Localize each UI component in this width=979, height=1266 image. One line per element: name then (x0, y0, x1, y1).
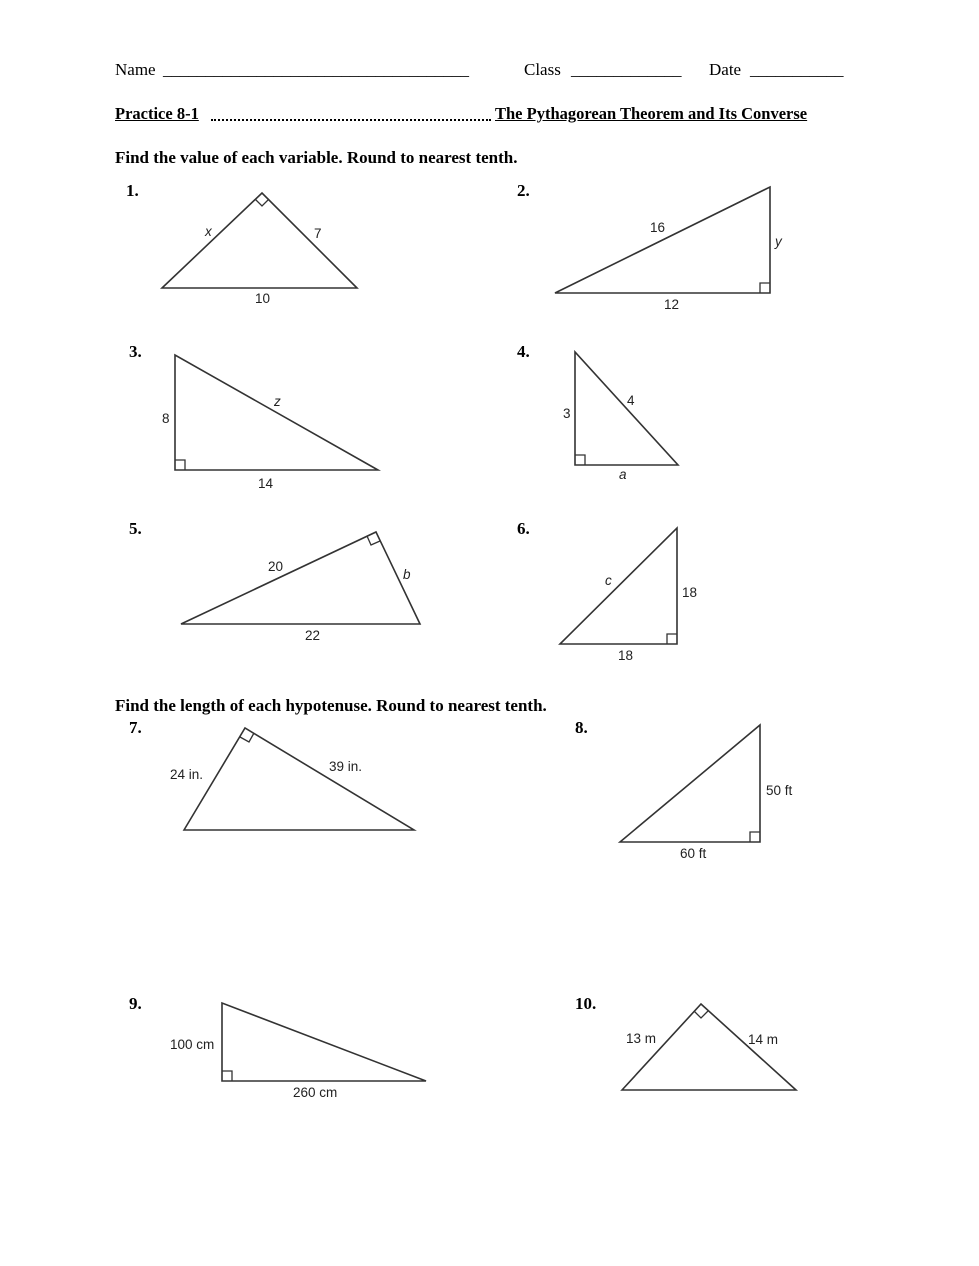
problem-8-number: 8. (575, 718, 588, 737)
triangle-10 (622, 1004, 796, 1090)
instructions-part1: Find the value of each variable. Round to nearest tenth. (115, 148, 518, 167)
triangle-2 (555, 187, 783, 312)
problem-3-hyp-z: z (274, 394, 281, 409)
triangle-8 (620, 725, 793, 861)
problem-7-leg-24in: 24 in. (170, 767, 204, 782)
problem-9-leg-260cm: 260 cm (293, 1085, 338, 1100)
problem-5-number: 5. (129, 519, 142, 538)
problem-4-hyp-4: 4 (627, 393, 635, 408)
problem-1-hyp-10: 10 (255, 291, 271, 306)
problem-6-number: 6. (517, 519, 530, 538)
problem-10-leg-14m: 14 m (748, 1032, 779, 1047)
problem-5-leg-20: 20 (268, 559, 284, 574)
class-blank[interactable]: _____________ (571, 60, 682, 79)
topic-title: The Pythagorean Theorem and Its Converse (495, 104, 808, 123)
class-label: Class (524, 60, 561, 79)
problem-1-number: 1. (126, 181, 139, 200)
problem-6-leg-18-horizontal: 18 (618, 648, 634, 663)
problem-4-leg-3: 3 (563, 406, 571, 421)
triangle-3 (162, 355, 378, 491)
triangle-9 (170, 1003, 426, 1100)
problem-5-leg-b: b (403, 567, 411, 582)
instructions-part2: Find the length of each hypotenuse. Round to nearest tenth. (115, 696, 547, 715)
problem-5-hyp-22: 22 (305, 628, 321, 643)
triangle-1 (162, 193, 357, 306)
name-label: Name (115, 60, 156, 79)
triangle-4 (563, 352, 678, 482)
problem-2-hyp-16: 16 (650, 220, 666, 235)
problem-7-leg-39in: 39 in. (329, 759, 363, 774)
problem-4-number: 4. (517, 342, 530, 361)
problem-9-number: 9. (129, 994, 142, 1013)
problem-2-leg-y: y (775, 234, 782, 249)
problem-8-leg-60ft: 60 ft (680, 846, 707, 861)
problem-10-leg-13m: 13 m (626, 1031, 657, 1046)
problem-9-leg-100cm: 100 cm (170, 1037, 215, 1052)
problem-3-leg-14: 14 (258, 476, 274, 491)
name-blank[interactable]: ____________________________________ (163, 60, 469, 79)
problem-10-number: 10. (575, 994, 597, 1013)
problem-3-leg-8: 8 (162, 411, 170, 426)
problem-2-number: 2. (517, 181, 530, 200)
triangle-7 (170, 728, 414, 830)
date-label: Date (709, 60, 742, 79)
problem-1-leg-x: x (205, 224, 212, 239)
triangle-5 (181, 532, 420, 643)
practice-title: Practice 8-1 (115, 104, 199, 123)
problem-7-number: 7. (129, 718, 142, 737)
date-blank[interactable]: ___________ (750, 60, 844, 79)
problem-1-leg-7: 7 (314, 226, 322, 241)
problem-2-leg-12: 12 (664, 297, 680, 312)
triangle-6 (560, 528, 697, 663)
problem-6-hyp-c: c (605, 573, 612, 588)
problem-4-leg-a: a (619, 467, 627, 482)
problem-8-leg-50ft: 50 ft (766, 783, 793, 798)
problem-3-number: 3. (129, 342, 142, 361)
problem-6-leg-18-vertical: 18 (682, 585, 698, 600)
